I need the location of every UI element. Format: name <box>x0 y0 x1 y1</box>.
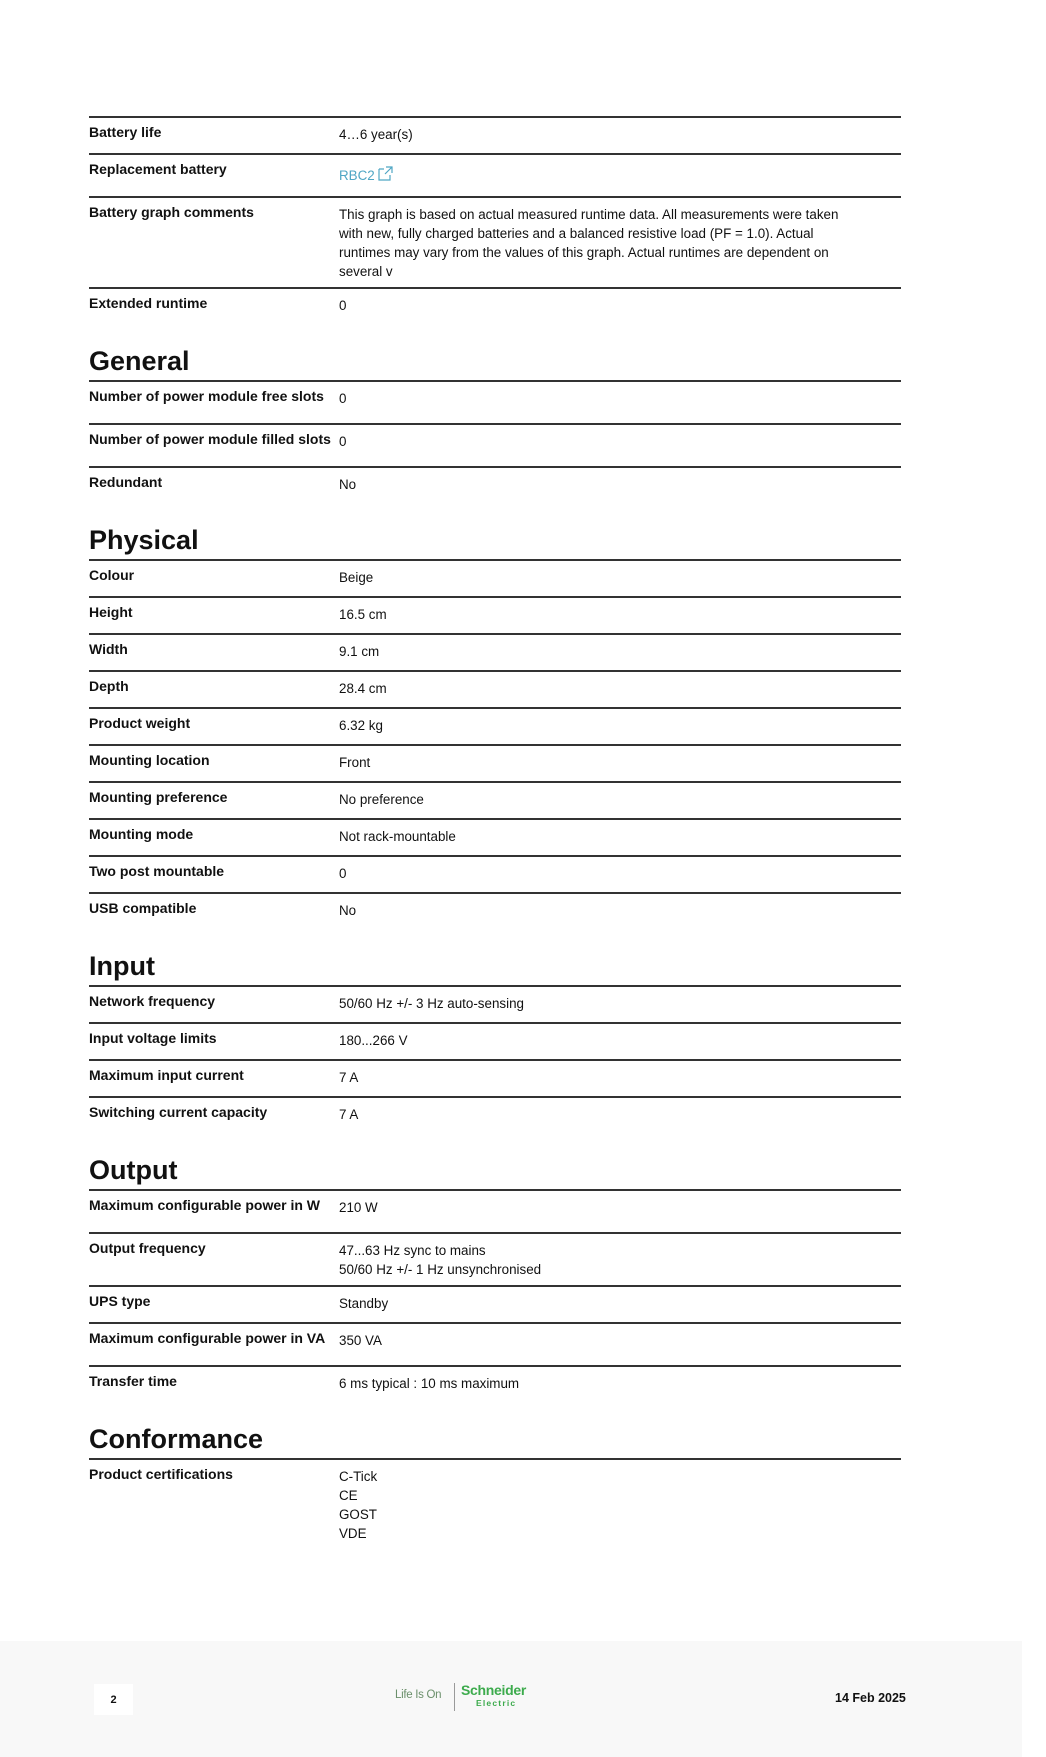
value-line: several v <box>339 264 393 279</box>
section-title-conformance: Conformance <box>89 1424 264 1454</box>
spec-label: Colour <box>89 567 135 583</box>
spec-value: 350 VA <box>339 1333 382 1348</box>
spec-label: Mounting mode <box>89 826 194 842</box>
spec-label: Extended runtime <box>89 295 208 311</box>
spec-value <box>339 1460 901 1549</box>
value-line: CE <box>339 1488 358 1503</box>
spec-row <box>89 559 901 596</box>
replacement-battery-link-text: RBC2 <box>339 168 375 183</box>
page-footer <box>0 1641 1022 1757</box>
spec-value: 210 W <box>339 1200 378 1215</box>
spec-row-extended-runtime <box>89 287 901 324</box>
spec-row-battery-life <box>89 116 901 153</box>
value-line: GOST <box>339 1507 377 1522</box>
input-table <box>89 985 901 1133</box>
spec-value: 28.4 cm <box>339 681 387 696</box>
spec-value <box>339 1234 901 1285</box>
spec-row <box>89 670 901 707</box>
spec-value: Standby <box>339 1296 389 1311</box>
spec-value <box>339 198 901 287</box>
spec-row <box>89 855 901 892</box>
section-title-input: Input <box>89 951 155 981</box>
spec-value: 0 <box>339 434 347 449</box>
spec-label: Replacement battery <box>89 161 227 177</box>
spec-label: Mounting preference <box>89 789 228 805</box>
spec-label: Switching current capacity <box>89 1104 268 1120</box>
spec-row-battery-graph-comments <box>89 196 901 287</box>
spec-label: Two post mountable <box>89 863 225 879</box>
spec-row <box>89 985 901 1022</box>
spec-label: Maximum configurable power in VA <box>89 1330 326 1346</box>
spec-value: Front <box>339 755 371 770</box>
value-line: C-Tick <box>339 1469 378 1484</box>
spec-label: Product certifications <box>89 1466 233 1482</box>
spec-label: Depth <box>89 678 129 694</box>
spec-row <box>89 1022 901 1059</box>
spec-value: 4…6 year(s) <box>339 127 413 142</box>
spec-label: Number of power module filled slots <box>89 431 331 447</box>
logo-brand: Schneider <box>461 1682 526 1698</box>
spec-row <box>89 466 901 503</box>
physical-table <box>89 559 901 929</box>
spec-row <box>89 1458 901 1549</box>
value-line: VDE <box>339 1526 367 1541</box>
section-title-output: Output <box>89 1155 178 1185</box>
spec-row <box>89 707 901 744</box>
spec-label: Maximum input current <box>89 1067 244 1083</box>
spec-label: Battery graph comments <box>89 204 254 220</box>
spec-value: 180...266 V <box>339 1033 408 1048</box>
footer-date: 14 Feb 2025 <box>835 1691 906 1705</box>
logo-divider <box>454 1683 455 1711</box>
spec-label: Width <box>89 641 128 657</box>
spec-row <box>89 380 901 423</box>
spec-row <box>89 596 901 633</box>
spec-value: 6 ms typical : 10 ms maximum <box>339 1376 520 1391</box>
spec-row <box>89 892 901 929</box>
spec-label: USB compatible <box>89 900 197 916</box>
spec-row <box>89 1285 901 1322</box>
spec-row <box>89 744 901 781</box>
spec-value: 16.5 cm <box>339 607 387 622</box>
spec-value: 0 <box>339 866 347 881</box>
spec-value: 0 <box>339 298 347 313</box>
spec-value: Beige <box>339 570 374 585</box>
spec-value: 7 A <box>339 1107 359 1122</box>
battery-table <box>89 116 901 324</box>
spec-label: Output frequency <box>89 1240 206 1256</box>
spec-row-replacement-battery <box>89 153 901 196</box>
spec-label: Mounting location <box>89 752 210 768</box>
spec-value: No <box>339 903 357 918</box>
spec-content <box>89 116 901 1549</box>
spec-value: No <box>339 477 357 492</box>
spec-row <box>89 423 901 466</box>
spec-row <box>89 818 901 855</box>
schneider-electric-logo <box>395 1681 535 1717</box>
spec-row <box>89 633 901 670</box>
page-number: 2 <box>94 1684 133 1715</box>
spec-value: No preference <box>339 792 424 807</box>
spec-value: 9.1 cm <box>339 644 380 659</box>
value-line: 47...63 Hz sync to mains <box>339 1243 486 1258</box>
spec-value: 0 <box>339 391 347 406</box>
value-line: runtimes may vary from the values of this graph. Actual runtimes are dependent on <box>339 245 829 260</box>
spec-label: Maximum configurable power in W <box>89 1197 321 1213</box>
spec-value: 7 A <box>339 1070 359 1085</box>
replacement-battery-link[interactable] <box>339 168 393 183</box>
spec-row <box>89 1059 901 1096</box>
spec-label: UPS type <box>89 1293 151 1309</box>
output-table <box>89 1189 901 1402</box>
spec-label: Number of power module free slots <box>89 388 324 404</box>
spec-row <box>89 1189 901 1232</box>
spec-label: Height <box>89 604 133 620</box>
value-line: 50/60 Hz +/- 1 Hz unsynchronised <box>339 1262 542 1277</box>
spec-label: Battery life <box>89 124 162 140</box>
spec-value: 50/60 Hz +/- 3 Hz auto-sensing <box>339 996 524 1011</box>
logo-tagline: Life Is On <box>395 1689 442 1701</box>
spec-label: Product weight <box>89 715 191 731</box>
spec-label: Input voltage limits <box>89 1030 217 1046</box>
spec-label: Redundant <box>89 474 163 490</box>
logo-brand-sub: Electric <box>476 1698 517 1708</box>
section-title-physical: Physical <box>89 525 199 555</box>
spec-row <box>89 1232 901 1285</box>
spec-value: 6.32 kg <box>339 718 383 733</box>
section-title-general: General <box>89 346 190 376</box>
general-table <box>89 380 901 503</box>
spec-row <box>89 1096 901 1133</box>
spec-row <box>89 1365 901 1402</box>
conformance-table <box>89 1458 901 1549</box>
spec-row <box>89 1322 901 1365</box>
spec-label: Network frequency <box>89 993 216 1009</box>
spec-value <box>339 155 901 196</box>
spec-value: Not rack-mountable <box>339 829 456 844</box>
value-line: This graph is based on actual measured runtime data. All measurements were taken <box>339 207 839 222</box>
spec-label: Transfer time <box>89 1373 177 1389</box>
spec-row <box>89 781 901 818</box>
external-link-icon <box>378 166 393 181</box>
value-line: with new, fully charged batteries and a balanced resistive load (PF = 1.0). Actual <box>339 226 814 241</box>
